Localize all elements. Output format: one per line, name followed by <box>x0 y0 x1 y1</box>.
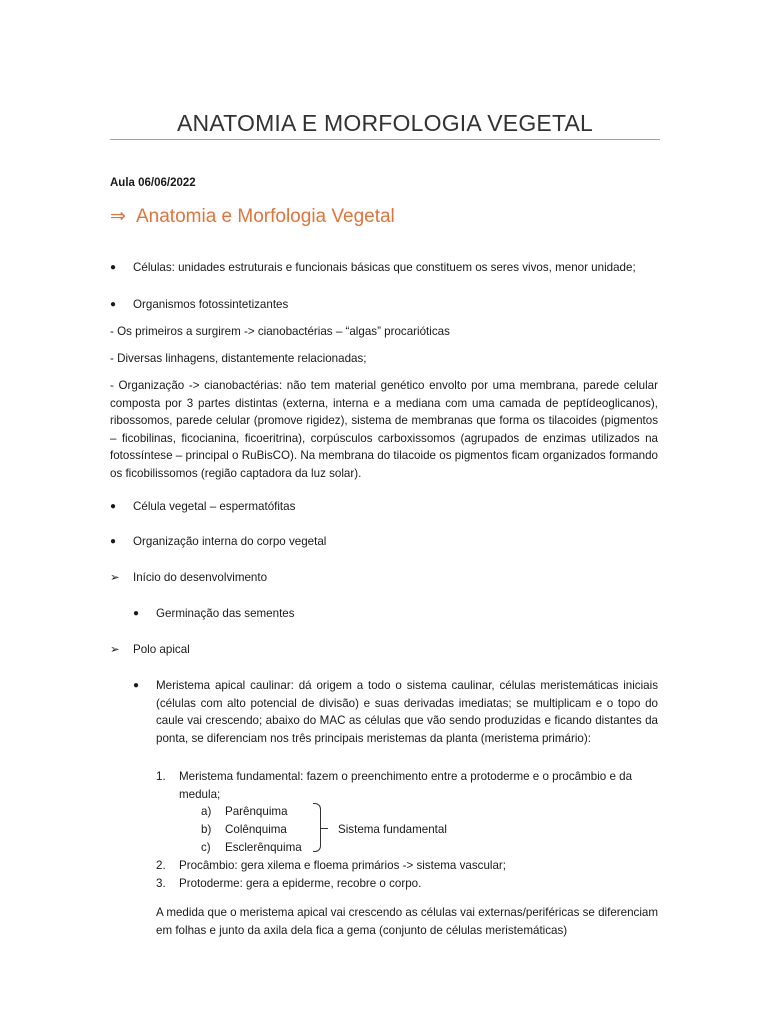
bullet-icon: ● <box>133 680 140 691</box>
page-title: ANATOMIA E MORFOLOGIA VEGETAL <box>176 110 594 136</box>
bullet-icon: ● <box>110 536 117 547</box>
arrow-bullet-icon: ➢ <box>110 643 120 656</box>
dash-line: - Os primeiros a surgirem -> cianobactérias – “algas” procarióticas <box>110 325 450 338</box>
title-underline <box>110 139 660 140</box>
list-item-text: Células: unidades estruturais e funcionais básicas que constituem os seres vivos, menor unidade; <box>133 261 636 274</box>
meristem-paragraph: Meristema apical caulinar: dá origem a todo o sistema caulinar, células meristemáticas iniciais (células com alto potencial de divisão) e suas derivadas imediatas; se multiplicam e o topo do caule vai crescendo; abaixo do MAC as células que vão sendo produzidas e ficando distantes da ponta, se diferenciam nos três principais meristemas da planta (meristema primário): <box>156 679 658 745</box>
bullet-icon: ● <box>110 299 117 310</box>
arrow-item-text: Início do desenvolvimento <box>133 571 268 584</box>
sub-item-letter: b) <box>201 823 212 836</box>
list-item-text: Organização interna do corpo vegetal <box>133 535 327 548</box>
arrow-bullet-icon: ➢ <box>110 571 120 584</box>
sub-item-letter: a) <box>201 805 212 818</box>
numbered-marker: 2. <box>156 859 166 872</box>
section-heading <box>110 205 395 228</box>
closing-paragraph: A medida que o meristema apical vai crescendo as células vai externas/periféricas se diferenciam em folhas e junto da axila dela fica a gema (conjunto de células meristemáticas) <box>156 906 658 937</box>
bullet-icon: ● <box>110 501 117 512</box>
numbered-item-text: Protoderme: gera a epiderme, recobre o corpo. <box>179 877 422 890</box>
bullet-icon: ● <box>110 262 117 273</box>
sub-item-letter: c) <box>201 841 211 854</box>
sub-item-text: Esclerênquima <box>225 841 302 854</box>
list-item-text: Organismos fotossintetizantes <box>133 298 289 311</box>
sub-item-text: Colênquima <box>225 823 287 836</box>
brace-tick <box>320 828 328 829</box>
arrow-item-text: Polo apical <box>133 643 190 656</box>
brace-label: Sistema fundamental <box>338 823 447 836</box>
numbered-item-text: Meristema fundamental: fazem o preenchimento entre a protoderme e o procâmbio e da medula; <box>179 770 633 801</box>
double-arrow-icon: ⇒ <box>110 206 126 227</box>
numbered-marker: 1. <box>156 770 166 783</box>
list-item-text: Célula vegetal – espermatófitas <box>133 500 296 513</box>
lesson-date: Aula 06/06/2022 <box>110 177 196 189</box>
list-item-text: Germinação das sementes <box>156 607 295 620</box>
section-heading-text: Anatomia e Morfologia Vegetal <box>136 206 395 227</box>
dash-line: - Diversas linhagens, distantemente relacionadas; <box>110 352 367 365</box>
bullet-icon: ● <box>133 608 140 619</box>
dash-paragraph: - Organização -> cianobactérias: não tem material genético envolto por uma membrana, parede celular composta por 3 partes distintas (externa, interna e a mediana com uma camada de peptídeoglicanos), ribossomos, parede celular (promove rigidez), sistema de membranas que forma os tilacoides (pigmentos – ficobilinas, ficocianina, ficoeritrina), corpúsculos carboxissomos (agrupados de enzimas utilizados na fotossíntese – principal o RuBisCO). Na membrana do tilacoide os pigmentos ficam organizados formando os ficobilissomos (região captadora da luz solar). <box>110 379 658 480</box>
sub-item-text: Parênquima <box>225 805 288 818</box>
numbered-item-text: Procâmbio: gera xilema e floema primários -> sistema vascular; <box>179 859 506 872</box>
numbered-marker: 3. <box>156 877 166 890</box>
